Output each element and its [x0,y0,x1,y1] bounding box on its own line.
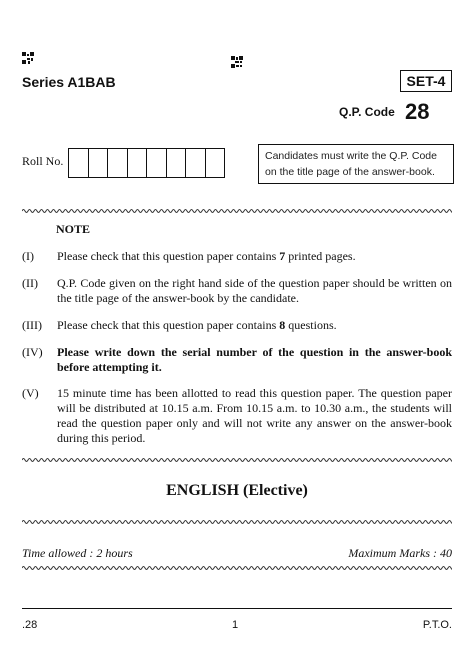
note-item-text: Please write down the serial number of the question in the answer-book before attempting it. [57,345,452,374]
note-item-text: 15 minute time has been allotted to read this question paper. The question paper will be distributed at 10.15 a.m. From 10.15 a.m. to 10.30 a.m., the students will read the question paper only and will not write any answer on the answer-book during this period. [57,386,452,445]
note-item-text: Please check that this question paper contains 7 printed pages. [57,249,356,263]
roll-box [166,148,187,178]
note-heading: NOTE [56,222,91,236]
note-item [22,386,452,446]
roll-number-label: Roll No. [22,154,64,168]
note-item-number: (I) [22,249,34,263]
note-item-text: Q.P. Code given on the right hand side of the question paper should be written on the title page of the answer-book by the candidate. [57,276,452,305]
qp-code-label: Q.P. Code [339,105,395,119]
set-badge: SET-4 [400,70,452,92]
maximum-marks: Maximum Marks : 40 [348,546,452,560]
series-code: Series A1BAB [22,74,116,90]
candidate-notice-box: Candidates must write the Q.P. Code on the title page of the answer-book. [258,144,454,184]
note-item [22,249,452,264]
note-item-number: (II) [22,276,38,290]
roll-box [185,148,206,178]
wavy-divider [22,564,452,572]
roll-number-boxes [68,148,225,178]
time-allowed: Time allowed : 2 hours [22,546,133,560]
roll-box [127,148,148,178]
qp-code-value: 28 [405,99,430,124]
wavy-divider [22,207,452,215]
roll-box [88,148,109,178]
page-number: 1 [232,619,239,631]
note-item-number: (III) [22,318,42,332]
wavy-divider [22,518,452,526]
note-item [22,345,452,375]
roll-box [146,148,167,178]
note-item [22,276,452,306]
roll-box [68,148,89,178]
footer-rule [22,608,452,609]
roll-box [205,148,226,178]
footer-code: .28 [22,619,38,631]
note-item-number: (IV) [22,345,43,359]
note-item [22,318,452,333]
note-item-number: (V) [22,386,39,400]
qr-code-center-icon [231,56,243,68]
roll-box [107,148,128,178]
pto-label: P.T.O. [422,619,452,631]
wavy-divider [22,456,452,464]
note-item-text: Please check that this question paper contains 8 questions. [57,318,337,332]
subject-title: ENGLISH (Elective) [166,482,308,499]
qr-code-left-icon [22,52,34,64]
